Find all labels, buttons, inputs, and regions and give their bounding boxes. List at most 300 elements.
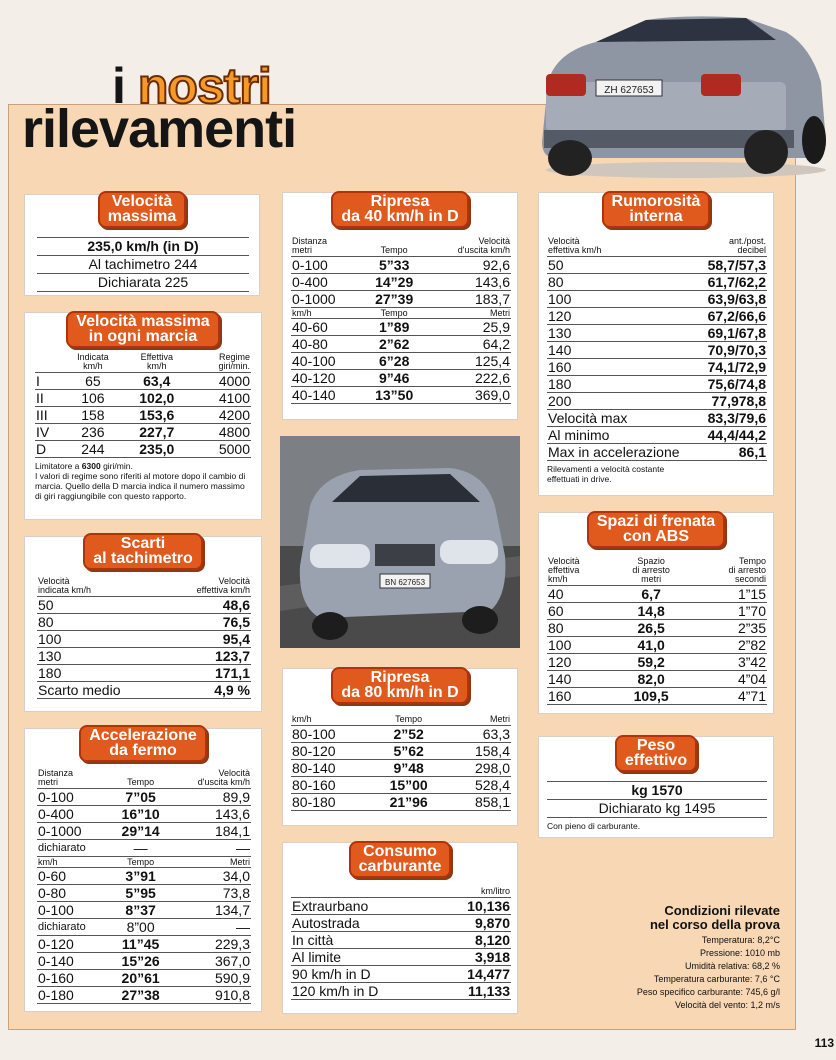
cell: Autostrada (291, 915, 437, 932)
table-ripresa-40 (291, 237, 511, 404)
col-header: Tempo (373, 715, 445, 726)
cell: 9”48 (373, 760, 445, 777)
cell: 2”35 (690, 620, 767, 637)
table-velocita-marcia (35, 353, 251, 458)
cell: 160 (547, 359, 698, 376)
col-header (291, 887, 437, 898)
cell: 15”00 (373, 777, 445, 794)
cell: 160 (547, 688, 613, 705)
table-row (547, 325, 767, 342)
table-frenata (547, 557, 767, 705)
cell: 86,1 (698, 444, 767, 461)
cell: 14,477 (437, 966, 511, 983)
cell: 3,918 (437, 949, 511, 966)
col-header: km/h (37, 857, 111, 868)
cell: 80-160 (291, 777, 373, 794)
col-header: Metri (426, 308, 511, 319)
cell: 2”52 (373, 726, 445, 743)
cell: 14”29 (363, 274, 426, 291)
table-row (291, 726, 511, 743)
cell: 4000 (190, 373, 251, 390)
panel-ripresa-40 (282, 192, 518, 420)
table-row (547, 671, 767, 688)
note-rumorosita: Rilevamenti a velocità costante effettuati in drive. (547, 464, 665, 484)
cell: — (170, 840, 251, 857)
condizioni-prova (600, 904, 780, 1012)
table-row (547, 637, 767, 654)
panel-velocita-marcia (24, 312, 262, 520)
table-row (547, 342, 767, 359)
cell: 130 (547, 325, 698, 342)
cell: 15”26 (111, 953, 171, 970)
condizioni-line: Velocità del vento: 1,2 m/s (674, 1000, 780, 1010)
cell: 1”70 (690, 603, 767, 620)
table-row (547, 393, 767, 410)
table-row (291, 898, 511, 915)
col-header (35, 353, 63, 373)
table-row (547, 586, 767, 603)
cell: 27”39 (363, 291, 426, 308)
cell: 143,6 (170, 806, 251, 823)
table-row (547, 620, 767, 637)
panel-scarti (24, 536, 262, 712)
table-row (291, 387, 511, 404)
cell: 244 (63, 441, 124, 458)
cell: 180 (547, 376, 698, 393)
title-word-rilevamenti: rilevamenti (22, 99, 297, 159)
cell: 48,6 (166, 597, 251, 614)
cell: 74,1/72,9 (698, 359, 767, 376)
cell: 61,7/62,2 (698, 274, 767, 291)
table-row (37, 238, 249, 256)
cell: 0-80 (37, 885, 111, 902)
cell: 11,133 (437, 983, 511, 1000)
cell: — (111, 840, 171, 857)
table-row (291, 743, 511, 760)
page-title (22, 58, 297, 159)
cell: 227,7 (123, 424, 190, 441)
peso-dichiarato: Dichiarato kg 1495 (547, 800, 767, 818)
col-header: Tempo (363, 237, 426, 257)
cell: 120 (547, 654, 613, 671)
car-rear-image (536, 12, 832, 178)
cell: 29”14 (111, 823, 171, 840)
car-front-photo (280, 436, 520, 648)
cell: 80-120 (291, 743, 373, 760)
condizioni-line: Umidità relativa: 68,2 % (684, 961, 780, 971)
cell: 27”38 (111, 987, 171, 1004)
cell: 58,7/57,3 (698, 257, 767, 274)
vmax-value: 235,0 km/h (in D) (37, 238, 249, 256)
cell: 2”62 (363, 336, 426, 353)
cell: 184,1 (170, 823, 251, 840)
cell: 3”91 (111, 868, 171, 885)
col-header: Distanza metri (37, 769, 111, 789)
panel-consumo (282, 842, 518, 1014)
cell: 0-400 (37, 806, 111, 823)
table-ripresa-80 (291, 715, 511, 811)
cell: 80 (37, 614, 166, 631)
peso-effettivo-value: kg 1570 (547, 782, 767, 800)
cell: 14,8 (613, 603, 690, 620)
table-row (37, 806, 251, 823)
col-header: Regime giri/min. (190, 353, 251, 373)
cell: 102,0 (123, 390, 190, 407)
col-header: Velocità d'uscita km/h (170, 769, 251, 789)
table-row (37, 682, 251, 699)
cell: 0-1000 (37, 823, 111, 840)
cell: 9,870 (437, 915, 511, 932)
cell: 8”37 (111, 902, 171, 919)
table-row (291, 915, 511, 932)
cell: dichiarato (37, 840, 111, 857)
table-row (291, 336, 511, 353)
table-row (547, 410, 767, 427)
cell: 95,4 (166, 631, 251, 648)
header-consumo: Consumo carburante (349, 841, 452, 878)
col-header: km/h (291, 308, 363, 319)
cell: 2”82 (690, 637, 767, 654)
note-peso: Con pieno di carburante. (547, 821, 641, 831)
cell: II (35, 390, 63, 407)
cell: 0-120 (37, 936, 111, 953)
cell: 80-180 (291, 794, 373, 811)
header-peso: Peso effettivo (615, 735, 697, 772)
table-row (37, 665, 251, 682)
cell: 20”61 (111, 970, 171, 987)
col-header: Tempo di arresto secondi (690, 557, 767, 586)
table-row (37, 953, 251, 970)
cell: — (170, 919, 251, 936)
cell: 120 km/h in D (291, 983, 437, 1000)
cell: 50 (547, 257, 698, 274)
condizioni-title: Condizioni rilevate (664, 903, 780, 918)
cell: 40-80 (291, 336, 363, 353)
cell: 0-140 (37, 953, 111, 970)
table-row (37, 970, 251, 987)
table-peso (547, 781, 767, 818)
table-row (291, 949, 511, 966)
cell: 120 (547, 308, 698, 325)
cell: 80 (547, 620, 613, 637)
cell: 4”71 (690, 688, 767, 705)
table-row (547, 444, 767, 461)
col-header: Velocità effettiva km/h (166, 577, 251, 597)
table-row (547, 376, 767, 393)
cell: 25,9 (426, 319, 511, 336)
cell: 3”42 (690, 654, 767, 671)
cell: 0-180 (37, 987, 111, 1004)
vmax-dichiarata: Dichiarata 225 (37, 274, 249, 292)
cell: 60 (547, 603, 613, 620)
panel-frenata (538, 512, 774, 714)
table-row (291, 353, 511, 370)
cell: 65 (63, 373, 124, 390)
cell: Extraurbano (291, 898, 437, 915)
note-text: Limitatore a (35, 461, 82, 471)
table-row (37, 648, 251, 665)
panel-velocita-massima (24, 194, 260, 296)
table-row (37, 631, 251, 648)
cell: 100 (547, 637, 613, 654)
cell: 73,8 (170, 885, 251, 902)
cell: 92,6 (426, 257, 511, 274)
table-row (35, 373, 251, 390)
header-frenata: Spazi di frenata con ABS (587, 511, 725, 548)
cell: 67,2/66,6 (698, 308, 767, 325)
table-row (37, 987, 251, 1004)
car-front-plate: BN 627653 (384, 578, 426, 587)
cell: 44,4/44,2 (698, 427, 767, 444)
cell: 4100 (190, 390, 251, 407)
cell: 0-1000 (291, 291, 363, 308)
cell: 4”04 (690, 671, 767, 688)
cell: 89,9 (170, 789, 251, 806)
cell: 910,8 (170, 987, 251, 1004)
table-row (547, 800, 767, 818)
cell: 80 (547, 274, 698, 291)
col-header: Spazio di arresto metri (613, 557, 690, 586)
cell: Al limite (291, 949, 437, 966)
cell: 100 (37, 631, 166, 648)
table-row (37, 597, 251, 614)
cell: In città (291, 932, 437, 949)
col-header: Tempo (111, 769, 171, 789)
col-header: Distanza metri (291, 237, 363, 257)
panel-accelerazione (24, 728, 262, 1012)
table-row (291, 777, 511, 794)
cell: 40-60 (291, 319, 363, 336)
cell: 5”95 (111, 885, 171, 902)
table-row (291, 983, 511, 1000)
cell: 82,0 (613, 671, 690, 688)
cell: 70,9/70,3 (698, 342, 767, 359)
table-row (37, 919, 251, 936)
col-header: Metri (445, 715, 511, 726)
table-row (547, 603, 767, 620)
cell: III (35, 407, 63, 424)
cell: 41,0 (613, 637, 690, 654)
table-row (291, 370, 511, 387)
cell: 298,0 (445, 760, 511, 777)
cell: 40-140 (291, 387, 363, 404)
cell: IV (35, 424, 63, 441)
cell: 140 (547, 342, 698, 359)
cell: 0-100 (37, 902, 111, 919)
cell: 26,5 (613, 620, 690, 637)
cell: 34,0 (170, 868, 251, 885)
cell: 180 (37, 665, 166, 682)
cell: 0-60 (37, 868, 111, 885)
table-row (291, 932, 511, 949)
cell: 0-100 (291, 257, 363, 274)
col-header: Tempo (363, 308, 426, 319)
col-header: Velocità d'uscita km/h (426, 237, 511, 257)
cell: 369,0 (426, 387, 511, 404)
table-row (37, 868, 251, 885)
panel-rumorosita (538, 192, 774, 496)
header-rumorosita: Rumorosità interna (602, 191, 711, 228)
table-row (37, 902, 251, 919)
table-row (35, 424, 251, 441)
note-limitatore (35, 461, 251, 471)
col-header: Velocità effettiva km/h (547, 237, 698, 257)
cell: 143,6 (426, 274, 511, 291)
panel-ripresa-80 (282, 668, 518, 826)
cell: 77,978,8 (698, 393, 767, 410)
cell: 109,5 (613, 688, 690, 705)
cell: 158 (63, 407, 124, 424)
table-row (291, 794, 511, 811)
title-word-i: i (112, 58, 125, 114)
col-header: Velocità indicata km/h (37, 577, 166, 597)
cell: 0-400 (291, 274, 363, 291)
cell: 10,136 (437, 898, 511, 915)
page-number: 113 (814, 1036, 834, 1050)
cell: 123,7 (166, 648, 251, 665)
col-header: km/litro (437, 887, 511, 898)
cell: 183,7 (426, 291, 511, 308)
cell: 6,7 (613, 586, 690, 603)
table-consumo (291, 887, 511, 1000)
table-row (291, 257, 511, 274)
cell: 7”05 (111, 789, 171, 806)
condizioni-line: Temperatura carburante: 7,6 °C (653, 974, 780, 984)
cell: 59,2 (613, 654, 690, 671)
cell: Max in accelerazione (547, 444, 698, 461)
table-row (291, 319, 511, 336)
cell: 63,9/63,8 (698, 291, 767, 308)
condizioni-line: Peso specifico carburante: 745,6 g/l (636, 987, 780, 997)
cell: 130 (37, 648, 166, 665)
table-rumorosita (547, 237, 767, 461)
cell: 5000 (190, 441, 251, 458)
cell: 5”62 (373, 743, 445, 760)
table-row (291, 274, 511, 291)
cell: 140 (547, 671, 613, 688)
cell: 11”45 (111, 936, 171, 953)
cell: D (35, 441, 63, 458)
col-header: ant./post. decibel (698, 237, 767, 257)
cell: I (35, 373, 63, 390)
cell: 858,1 (445, 794, 511, 811)
table-row (37, 823, 251, 840)
table-row (37, 840, 251, 857)
table-row (35, 390, 251, 407)
cell: 13”50 (363, 387, 426, 404)
cell: 125,4 (426, 353, 511, 370)
table-accelerazione (37, 769, 251, 1004)
cell: dichiarato (37, 919, 111, 936)
cell: 229,3 (170, 936, 251, 953)
cell: 69,1/67,8 (698, 325, 767, 342)
car-rear-plate: ZH 627653 (604, 85, 654, 96)
col-header: km/h (291, 715, 373, 726)
cell: 236 (63, 424, 124, 441)
table-row (547, 688, 767, 705)
cell: 158,4 (445, 743, 511, 760)
cell: 1”89 (363, 319, 426, 336)
table-row (37, 789, 251, 806)
header-ripresa-40: Ripresa da 40 km/h in D (331, 191, 468, 228)
header-ripresa-80: Ripresa da 80 km/h in D (331, 667, 468, 704)
header-scarti: Scarti al tachimetro (83, 533, 203, 570)
cell: 40 (547, 586, 613, 603)
table-row (37, 274, 249, 292)
col-header: Metri (170, 857, 251, 868)
cell: Al minimo (547, 427, 698, 444)
condizioni-line: Temperatura: 8,2°C (701, 935, 780, 945)
cell: 4200 (190, 407, 251, 424)
cell: 64,2 (426, 336, 511, 353)
vmax-tachimetro: Al tachimetro 244 (37, 256, 249, 274)
table-row (37, 885, 251, 902)
cell: 1”15 (690, 586, 767, 603)
col-header: Velocità effettiva km/h (547, 557, 613, 586)
cell: 80-100 (291, 726, 373, 743)
cell: 80-140 (291, 760, 373, 777)
cell: 90 km/h in D (291, 966, 437, 983)
cell: 528,4 (445, 777, 511, 794)
table-row (547, 427, 767, 444)
cell: 8,120 (437, 932, 511, 949)
cell: 153,6 (123, 407, 190, 424)
cell: 4800 (190, 424, 251, 441)
col-header: Indicata km/h (63, 353, 124, 373)
cell: 222,6 (426, 370, 511, 387)
cell: Velocità max (547, 410, 698, 427)
cell: 50 (37, 597, 166, 614)
table-row (37, 614, 251, 631)
cell: 63,4 (123, 373, 190, 390)
table-row (37, 256, 249, 274)
cell: 106 (63, 390, 124, 407)
cell: Scarto medio (37, 682, 166, 699)
table-row (547, 274, 767, 291)
note-text: 6300 (81, 461, 101, 471)
table-row (547, 291, 767, 308)
header-accelerazione: Accelerazione da fermo (79, 725, 207, 762)
cell: 5”33 (363, 257, 426, 274)
note-regime: I valori di regime sono riferiti al motore dopo il cambio di marcia. Quello della D marcia indica il numero massimo di giri raggiungibile con questo rapporto. (35, 471, 246, 501)
title-word-nostri: nostri (137, 58, 271, 114)
cell: 21”96 (373, 794, 445, 811)
cell: 83,3/79,6 (698, 410, 767, 427)
cell: 8”00 (111, 919, 171, 936)
table-scarti (37, 577, 251, 699)
table-row (547, 654, 767, 671)
cell: 6”28 (363, 353, 426, 370)
cell: 75,6/74,8 (698, 376, 767, 393)
note-text: giri/min. (100, 461, 133, 471)
cell: 171,1 (166, 665, 251, 682)
table-row (291, 760, 511, 777)
col-header: Tempo (111, 857, 171, 868)
table-row (547, 257, 767, 274)
cell: 4,9 % (166, 682, 251, 699)
table-row (291, 291, 511, 308)
condizioni-subtitle: nel corso della prova (649, 917, 780, 932)
cell: 134,7 (170, 902, 251, 919)
table-velocita-massima (37, 237, 249, 292)
cell: 40-100 (291, 353, 363, 370)
cell: 9”46 (363, 370, 426, 387)
condizioni-line: Pressione: 1010 mb (699, 948, 780, 958)
table-row (547, 359, 767, 376)
cell: 235,0 (123, 441, 190, 458)
cell: 76,5 (166, 614, 251, 631)
cell: 200 (547, 393, 698, 410)
